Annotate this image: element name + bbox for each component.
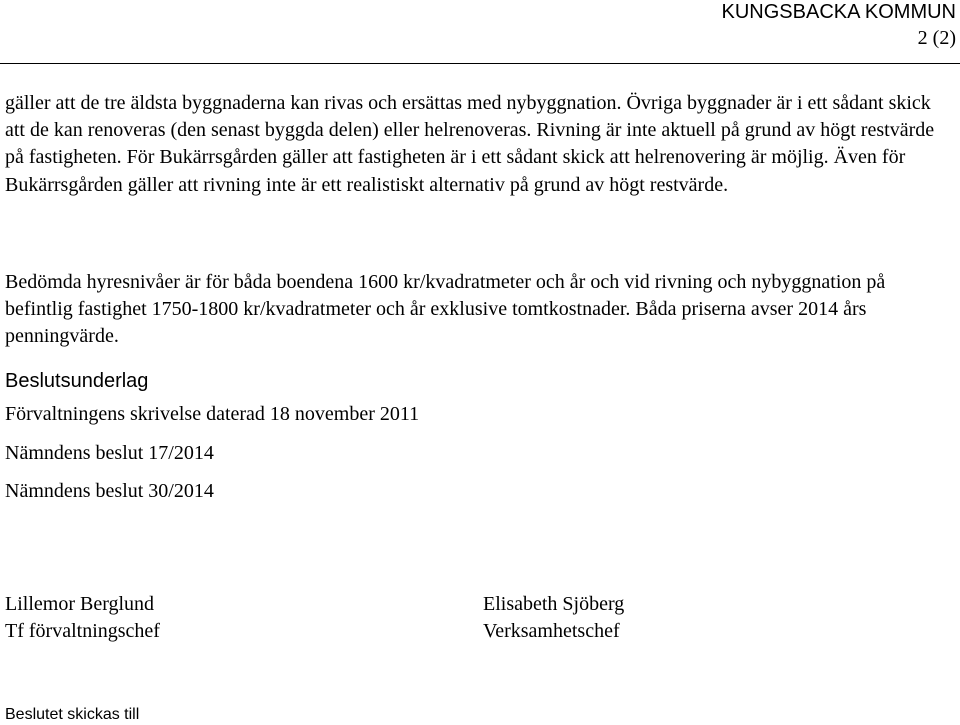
signatory-title: Verksamhetschef: [483, 620, 620, 642]
decision-basis-item: Nämndens beslut 30/2014: [5, 480, 214, 502]
signatory-name: Lillemor Berglund: [5, 593, 155, 615]
header-divider: [0, 63, 960, 64]
body-paragraph-2: Bedömda hyresnivåer är för båda boendena 1600 kr/kvadratmeter och år och vid rivning och nybyggnation på befintlig fastighet 1750-1800 kr/kvadratmeter och år exklusive tomtkostnader. Båda priserna avser 2014 års penningvärde.: [5, 271, 886, 348]
signature-block-1: [5, 591, 160, 645]
decision-basis-item: Nämndens beslut 17/2014: [5, 442, 214, 464]
signature-block-2: [483, 591, 624, 645]
decision-basis-heading: Beslutsunderlag: [5, 370, 149, 392]
body-paragraph-1: gäller att de tre äldsta byggnaderna kan rivas och ersättas med nybyggnation. Övriga byggnader är i ett sådant skick att de kan renoveras (den senast byggda delen) eller helrenoveras. Rivning är inte aktuell på grund av högt restvärde på fastigheten. För Bukärrsgården gäller att fastigheten är i ett sådant skick att helrenovering är möjlig. Även för Bukärrsgården gäller att rivning inte är ett realistiskt alternativ på grund av högt restvärde.: [5, 92, 935, 196]
signatory-title: Tf förvaltningschef: [5, 620, 160, 642]
signatory-name: Elisabeth Sjöberg: [483, 593, 625, 615]
decision-basis-item: Förvaltningens skrivelse daterad 18 november 2011: [5, 403, 420, 425]
distribution-heading: Beslutet skickas till: [5, 706, 140, 723]
organization-name: KUNGSBACKA KOMMUN: [721, 1, 956, 23]
page-number: 2 (2): [917, 27, 956, 49]
